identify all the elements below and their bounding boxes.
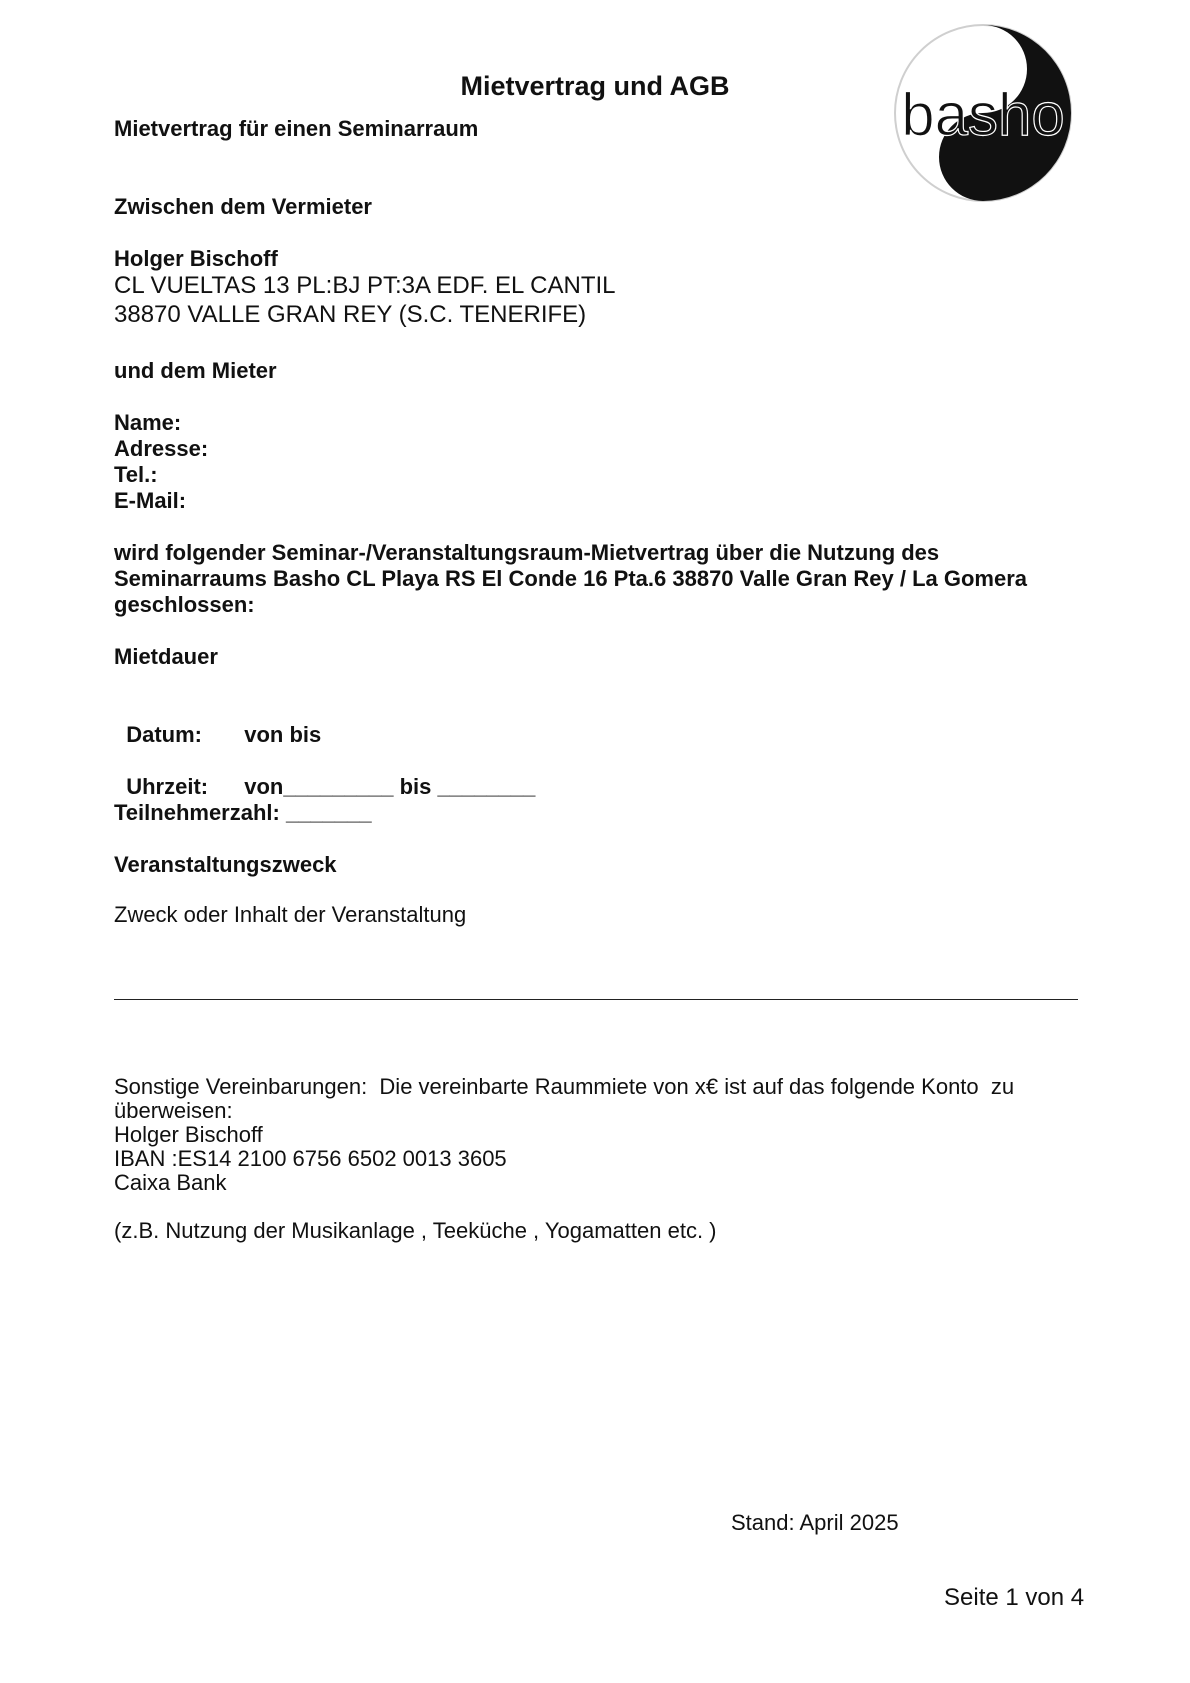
bank-name: Caixa Bank [114, 1170, 227, 1195]
basho-logo [892, 22, 1074, 204]
examples-note: (z.B. Nutzung der Musikanlage , Teeküche , Yogamatten etc. ) [114, 1218, 717, 1243]
landlord-heading: Zwischen dem Vermieter [114, 194, 372, 219]
contract-statement-line2: Seminarraums Basho CL Playa RS El Conde 16 Pta.6 38870 Valle Gran Rey / La Gomera [114, 566, 1027, 591]
purpose-signature-line [114, 999, 1078, 1000]
time-row [114, 748, 535, 800]
account-holder: Holger Bischoff [114, 1122, 263, 1147]
time-label: Uhrzeit: [126, 774, 209, 799]
yin-yang-logo-graphic [892, 22, 1074, 204]
tenant-tel-label: Tel.: [114, 462, 158, 487]
tenant-heading: und dem Mieter [114, 358, 277, 383]
landlord-name: Holger Bischoff [114, 246, 278, 271]
other-agreements-line1: Sonstige Vereinbarungen: Die vereinbarte Raummiete von x€ ist auf das folgende Konto zu [114, 1074, 1015, 1099]
participants-row: Teilnehmerzahl: _______ [114, 800, 372, 825]
purpose-hint: Zweck oder Inhalt der Veranstaltung [114, 902, 467, 927]
svg-text:basho: basho [901, 81, 1065, 148]
document-title: Mietvertrag und AGB [460, 71, 730, 101]
other-agreements-line2: überweisen: [114, 1098, 233, 1123]
contract-statement-line3: geschlossen: [114, 592, 255, 617]
date-row [114, 696, 321, 748]
tenant-address-label: Adresse: [114, 436, 209, 461]
stand-date: Stand: April 2025 [731, 1510, 899, 1535]
landlord-address-line1: CL VUELTAS 13 PL:BJ PT:3A EDF. EL CANTIL [114, 272, 616, 299]
time-value: von_________ bis ________ [244, 774, 536, 799]
document-subtitle: Mietvertrag für einen Seminarraum [114, 116, 479, 141]
duration-heading: Mietdauer [114, 644, 218, 669]
tenant-email-label: E-Mail: [114, 488, 187, 513]
contract-statement-line1: wird folgender Seminar-/Veranstaltungsraum-Mietvertrag über die Nutzung des [114, 540, 940, 565]
page-number: Seite 1 von 4 [944, 1584, 1085, 1611]
purpose-heading: Veranstaltungszweck [114, 852, 337, 877]
iban: IBAN :ES14 2100 6756 6502 0013 3605 [114, 1146, 507, 1171]
date-value: von bis [244, 722, 322, 747]
landlord-address-line2: 38870 VALLE GRAN REY (S.C. TENERIFE) [114, 301, 587, 328]
date-label: Datum: [126, 722, 203, 747]
tenant-name-label: Name: [114, 410, 182, 435]
